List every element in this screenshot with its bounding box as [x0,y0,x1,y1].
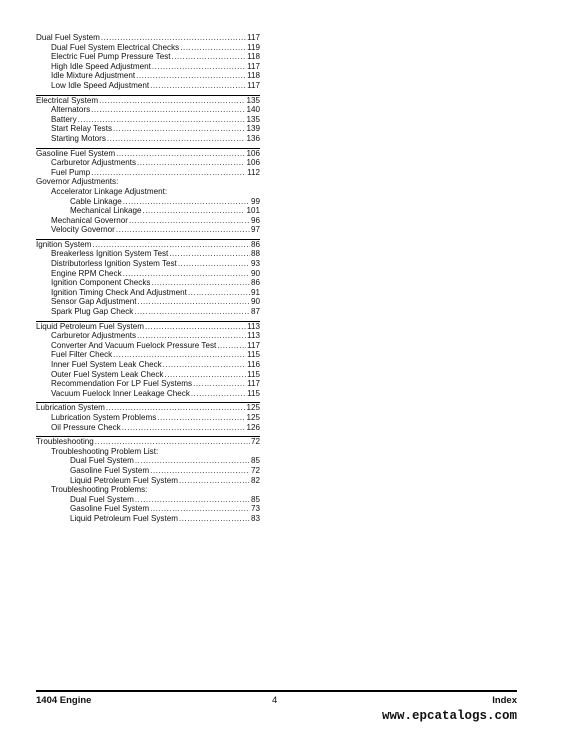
index-entry-label: Ignition Timing Check And Adjustment [51,287,187,297]
dot-leader [123,269,250,279]
index-entry-label: Lubrication System Problems [51,412,157,422]
dot-leader [129,216,250,226]
index-entry-label: Fuel Pump [51,167,91,177]
dot-leader [107,134,246,144]
dot-leader [136,71,246,81]
index-entry-label: Converter And Vacuum Fuelock Pressure Test [51,340,217,350]
dot-leader [191,389,246,399]
index-entry-label: Battery [51,114,77,124]
index-entry-page: 117 [247,379,260,389]
index-entry-label: Start Relay Tests [51,124,113,134]
index-entry-page: 90 [250,268,260,278]
dot-leader [91,168,246,178]
index-entry-label: Carburetor Adjustments [51,158,137,168]
index-entry-page: 72 [250,465,260,475]
dot-leader [99,96,245,106]
index-section [36,436,260,523]
index-entry-page: 117 [247,33,260,42]
index-entry-page: 82 [250,475,260,485]
index-entry-page: 117 [247,340,260,350]
index-entry [36,81,260,91]
index-entry-page: 119 [247,42,260,52]
dot-leader [151,278,250,288]
dot-leader [180,43,246,53]
index-entry [36,379,260,389]
index-section [36,402,260,432]
dot-leader [178,259,250,269]
index-entry-page: 113 [247,321,260,331]
index-entry-label: High Idle Speed Adjustment [51,61,151,71]
index-entry-page: 73 [250,504,260,514]
index-entry-page: 112 [247,167,260,177]
index-section [36,239,260,317]
index-entry [36,240,260,250]
dot-leader [137,297,250,307]
dot-leader [172,52,247,62]
dot-leader [163,360,246,370]
index-entry [36,322,260,332]
index-entry-label: Starting Motors [51,133,106,143]
index-entry [36,307,260,317]
index-entry [36,476,260,486]
index-entry [36,413,260,423]
index-entry-page: 126 [246,422,260,432]
index-entry-page: 87 [250,307,260,317]
index-entry-label: Troubleshooting Problem List: [51,446,159,456]
index-entry-page: 116 [247,360,260,369]
index-entry [36,187,260,197]
footer-rule [36,690,517,692]
index-entry-label: Idle Mixture Adjustment [51,71,136,81]
index-entry [36,197,260,207]
dot-leader [116,225,250,235]
index-entry-label: Oil Pressure Check [51,422,121,432]
dot-leader [150,466,250,476]
index-entry-page: 113 [247,331,260,341]
dot-leader [91,105,245,115]
index-entry-label: Liquid Petroleum Fuel System [70,513,178,523]
index-entry-label: Electrical System [36,95,99,105]
index-entry-label: Vacuum Fuelock Inner Leakage Check [51,388,190,398]
index-section [36,321,260,399]
index-entry-label: Velocity Governor [51,225,115,235]
footer-section-name: Index [492,695,517,706]
index-entry-label: Inner Fuel System Leak Check [51,360,162,369]
index-entry-page: 101 [246,206,260,216]
dot-leader [193,379,246,389]
index-entry-page: 135 [246,114,260,124]
dot-leader [92,240,250,250]
index-entry-page: 125 [246,412,260,422]
dot-leader [179,476,250,486]
index-entry-label: Liquid Petroleum Fuel System [36,321,144,331]
index-entry-page: 97 [250,225,260,235]
index-entry [36,514,260,524]
index-entry [36,115,260,125]
index-entry-page: 140 [246,105,260,115]
index-entry-label: Governor Adjustments: [36,177,119,187]
dot-leader [113,350,246,360]
index-entry-page: 139 [246,124,260,134]
index-entry [36,216,260,226]
index-entry [36,403,260,413]
index-entry-label: Mechanical Governor [51,215,128,225]
index-entry [36,456,260,466]
index-entry-label: Fuel Filter Check [51,350,113,360]
index-entry-page: 118 [247,52,260,62]
index-entry-label: Electric Fuel Pump Pressure Test [51,52,171,62]
index-entry-label: Troubleshooting Problems: [51,485,148,495]
index-entry-label: Dual Fuel System [70,456,134,466]
index-entry [36,206,260,216]
index-entry-page: 118 [247,71,260,81]
dot-leader [116,149,245,159]
index-entry-label: Sensor Gap Adjustment [51,297,137,307]
index-entry-label: Cable Linkage [70,196,122,206]
page-number: 4 [272,695,278,706]
index-entry-page: 115 [247,369,260,379]
index-entry-label: Dual Fuel System Electrical Checks [51,42,180,52]
index-entry [36,495,260,505]
index-entry-page: 96 [250,215,260,225]
index-entry-label: Breakerless Ignition System Test [51,249,169,259]
dot-leader [78,115,246,125]
index-entry-label: Liquid Petroleum Fuel System [70,475,178,485]
dot-leader [135,456,250,466]
index-entry-page: 136 [246,133,260,143]
index-entry-page: 86 [250,278,260,288]
index-entry-label: Dual Fuel System [70,494,134,504]
dot-leader [137,331,246,341]
watermark-text: www.epcatalogs.com [381,709,517,723]
index-entry-label: Low Idle Speed Adjustment [51,80,150,90]
index-entry [36,62,260,72]
dot-leader [150,81,246,91]
index-entry-label: Accelerator Linkage Adjustment: [51,186,168,196]
dot-leader [164,370,246,380]
dot-leader [143,206,246,216]
index-entry-label: Alternators [51,105,91,115]
index-entry [36,466,260,476]
index-entry-label: Distributorless Ignition System Test [51,259,177,269]
index-entry [36,259,260,269]
index-entry-label: Ignition System [36,239,92,249]
index-entry-page: 85 [250,494,260,504]
index-entry [36,158,260,168]
index-entry [36,269,260,279]
index-entry [36,278,260,288]
index-entry [36,288,260,298]
index-entry [36,52,260,62]
index-entry-page: 125 [246,403,260,413]
index-entry-page: 86 [250,239,260,249]
dot-leader [123,197,250,207]
dot-leader [134,307,250,317]
index-entry [36,105,260,115]
index-entry [36,96,260,106]
index-entry [36,71,260,81]
dot-leader [217,341,246,351]
index-entry-label: Troubleshooting [36,437,94,447]
index-section [36,148,260,235]
index-entry-page: 99 [250,196,260,206]
index-entry-page: 117 [247,61,260,71]
dot-leader [106,403,246,413]
index-section [36,33,260,91]
index-entry [36,43,260,53]
index-entry-page: 117 [247,80,260,90]
index-entry [36,350,260,360]
index-entry [36,504,260,514]
dot-leader [145,322,246,332]
index-entry [36,297,260,307]
index-entry [36,168,260,178]
index-entry-page: 106 [246,148,260,158]
index-entry [36,423,260,433]
index-entry-label: Dual Fuel System [36,33,100,42]
index-entry [36,485,260,495]
index-entry-page: 106 [246,158,260,168]
index-entry-page: 72 [250,437,260,447]
index-entry-page: 115 [247,350,260,360]
index-entry [36,437,260,447]
index-entry-label: Engine RPM Check [51,268,122,278]
dot-leader [101,33,246,43]
index-entry-label: Gasoline Fuel System [36,148,116,158]
index-entry [36,370,260,380]
index-entry-label: Recommendation For LP Fuel Systems [51,379,193,389]
index-entry-label: Gasoline Fuel System [70,504,150,514]
index-entry-page: 88 [250,249,260,259]
index-entry [36,33,260,43]
index-entry-page: 90 [250,297,260,307]
dot-leader [137,158,245,168]
index-entry [36,341,260,351]
index-entry-label: Ignition Component Checks [51,278,151,288]
index-entry-label: Mechanical Linkage [70,206,142,216]
index-section [36,95,260,144]
index-entry-page: 115 [247,388,260,398]
index-entry [36,134,260,144]
index-entry [36,447,260,457]
index-entry [36,124,260,134]
index-entry-label: Carburetor Adjustments [51,331,137,341]
dot-leader [179,514,250,524]
index-entry-label: Spark Plug Gap Check [51,307,134,317]
index-entry [36,389,260,399]
index-entry [36,149,260,159]
index-entry-page: 91 [250,287,260,297]
dot-leader [122,423,246,433]
dot-leader [157,413,245,423]
dot-leader [135,495,250,505]
index-entry-page: 135 [246,95,260,105]
index-entry [36,177,260,187]
dot-leader [150,504,250,514]
dot-leader [113,124,245,134]
index-entry-page: 85 [250,456,260,466]
dot-leader [169,249,250,259]
dot-leader [188,288,250,298]
index-entry [36,331,260,341]
footer-title: 1404 Engine [36,695,92,706]
index-list [36,33,260,524]
index-entry [36,249,260,259]
index-entry-page: 83 [250,513,260,523]
index-entry-label: Gasoline Fuel System [70,465,150,475]
dot-leader [95,437,250,447]
index-entry [36,360,260,370]
index-entry-label: Lubrication System [36,403,105,413]
index-entry-label: Outer Fuel System Leak Check [51,369,164,379]
index-entry [36,225,260,235]
index-entry-page: 93 [250,259,260,269]
dot-leader [152,62,246,72]
